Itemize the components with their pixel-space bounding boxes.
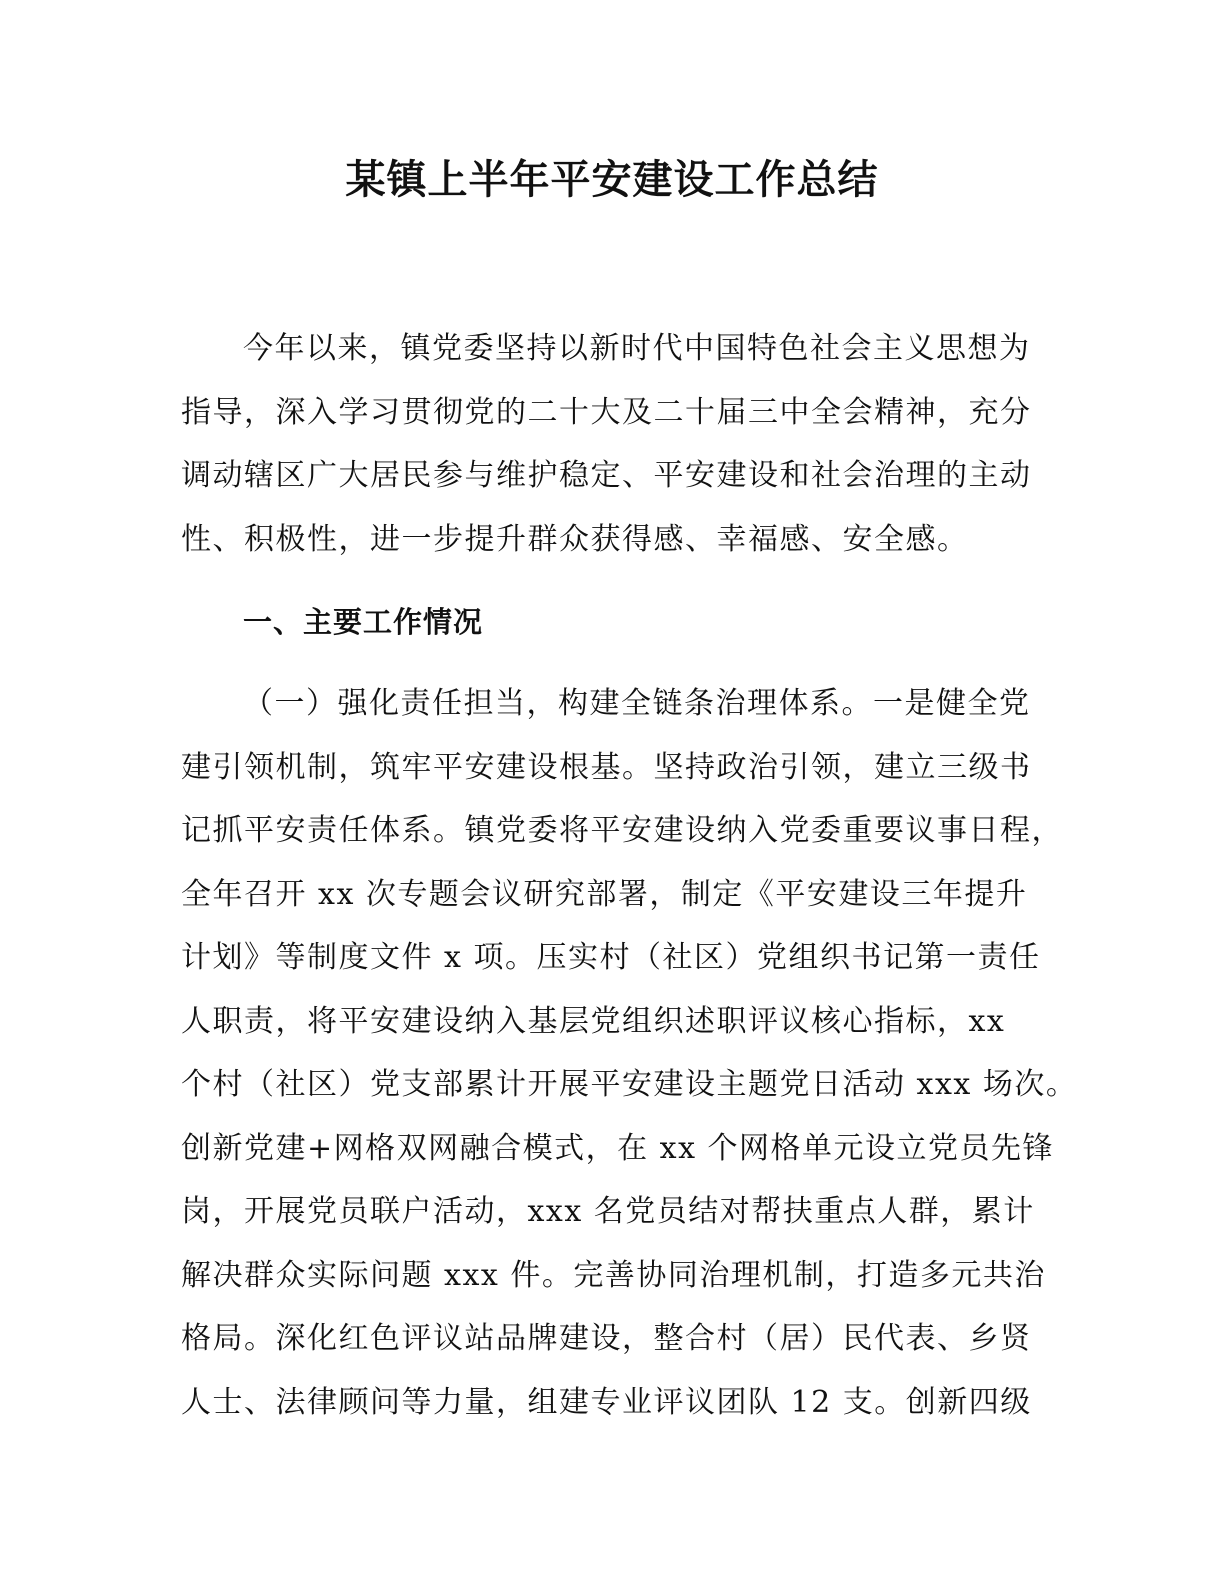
body-line: 人职责，将平安建设纳入基层党组织述职评议核心指标，xx (181, 1004, 1006, 1039)
body-line: 全年召开 xx 次专题会议研究部署，制定《平安建设三年提升 (181, 877, 1028, 912)
body-line: 建引领机制，筑牢平安建设根基。坚持政治引领，建立三级书 (181, 750, 1032, 785)
section-heading: 一、主要工作情况 (243, 605, 484, 639)
body-line: （一）强化责任担当，构建全链条治理体系。一是健全党 (243, 686, 1031, 721)
document-title: 某镇上半年平安建设工作总结 (345, 157, 879, 203)
intro-line: 指导，深入学习贯彻党的二十大及二十届三中全会精神，充分 (181, 395, 1032, 430)
body-line: 岗，开展党员联户活动，xxx 名党员结对帮扶重点人群，累计 (181, 1194, 1035, 1229)
body-line: 计划》等制度文件 x 项。压实村（社区）党组织书记第一责任 (181, 940, 1041, 975)
body-line: 格局。深化红色评议站品牌建设，整合村（居）民代表、乡贤 (181, 1321, 1032, 1356)
body-line: 个村（社区）党支部累计开展平安建设主题党日活动 xxx 场次。 (181, 1067, 1078, 1102)
body-line: 解决群众实际问题 xxx 件。完善协同治理机制，打造多元共治 (181, 1258, 1046, 1293)
body-line: 创新党建+网格双网融合模式，在 xx 个网格单元设立党员先锋 (181, 1131, 1055, 1166)
intro-line: 性、积极性，进一步提升群众获得感、幸福感、安全感。 (181, 522, 969, 557)
body-line: 人士、法律顾问等力量，组建专业评议团队 12 支。创新四级 (181, 1385, 1032, 1420)
intro-line: 今年以来，镇党委坚持以新时代中国特色社会主义思想为 (243, 331, 1031, 366)
intro-line: 调动辖区广大居民参与维护稳定、平安建设和社会治理的主动 (181, 458, 1032, 493)
body-line: 记抓平安责任体系。镇党委将平安建设纳入党委重要议事日程， (181, 813, 1063, 848)
